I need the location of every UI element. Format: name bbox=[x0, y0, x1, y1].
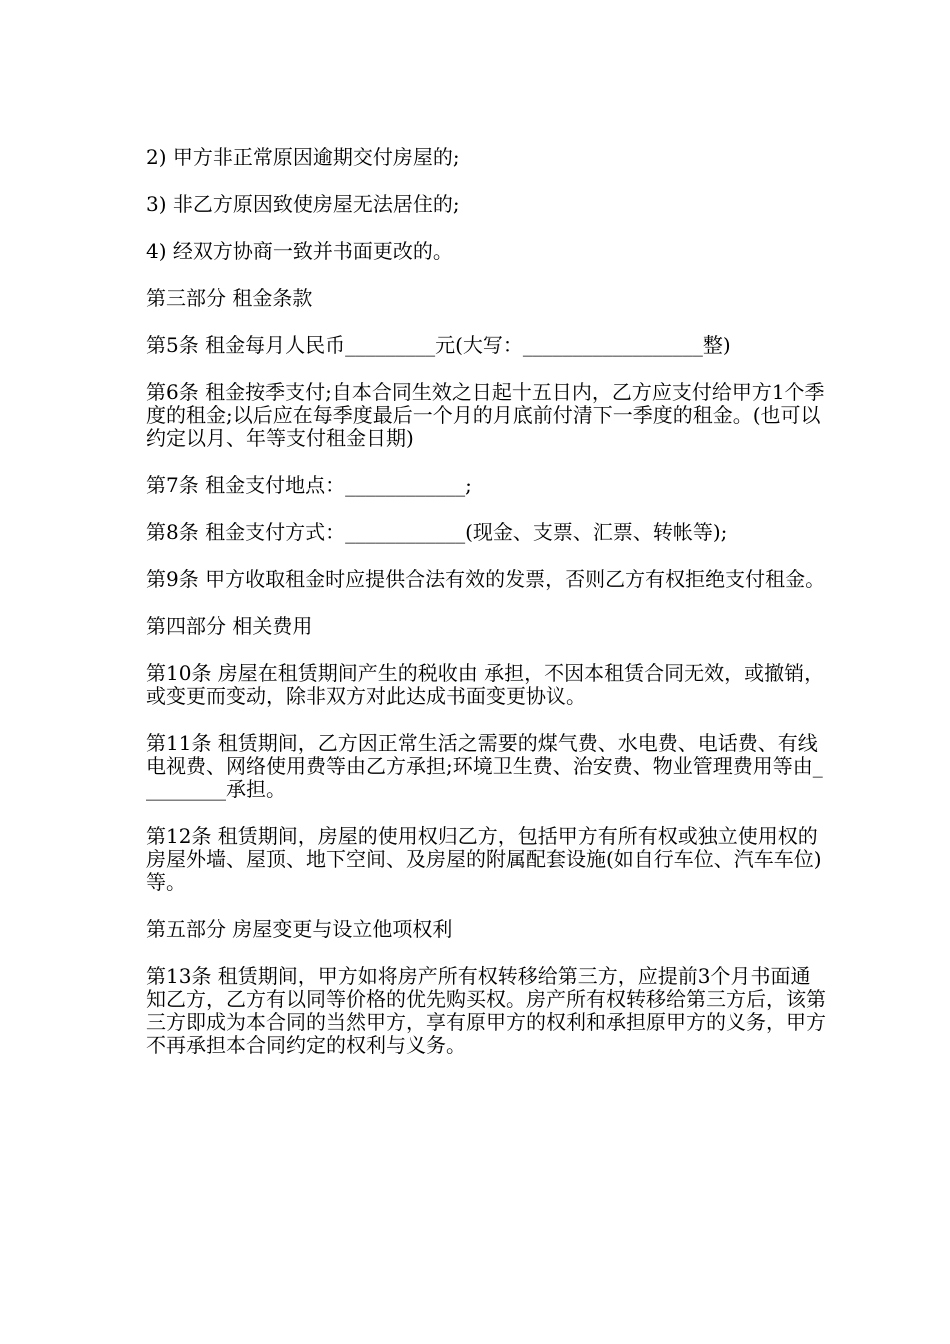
list-item-3: 3) 非乙方原因致使房屋无法居住的; bbox=[146, 192, 460, 216]
section-heading-part4: 第四部分 相关费用 bbox=[146, 614, 313, 638]
article-13: 第13条 租赁期间，甲方如将房产所有权转移给第三方，应提前3个月书面通知乙方，乙方有以同等价格的优先购买权。房产所有权转移给第三方后，该第三方即成为本合同的当然甲方，享有原甲方的权利和承担原甲方的义务，甲方不再承担本合同约定的权利与义务。 bbox=[146, 964, 826, 1057]
list-item-2: 2) 甲方非正常原因逾期交付房屋的; bbox=[146, 145, 460, 169]
section-heading-part5: 第五部分 房屋变更与设立他项权利 bbox=[146, 917, 453, 941]
article-12: 第12条 租赁期间，房屋的使用权归乙方，包括甲方有所有权或独立使用权的房屋外墙、屋顶、地下空间、及房屋的附属配套设施(如自行车位、汽车车位)等。 bbox=[146, 824, 822, 894]
article-6: 第6条 租金按季支付;自本合同生效之日起十五日内，乙方应支付给甲方1个季度的租金;以后应在每季度最后一个月的月底前付清下一季度的租金。(也可以约定以月、年等支付租金日期) bbox=[146, 380, 825, 450]
section-heading-part3: 第三部分 租金条款 bbox=[146, 286, 313, 310]
article-8: 第8条 租金支付方式：____________(现金、支票、汇票、转帐等); bbox=[146, 520, 728, 544]
article-9: 第9条 甲方收取租金时应提供合法有效的发票，否则乙方有权拒绝支付租金。 bbox=[146, 567, 826, 591]
article-7: 第7条 租金支付地点：____________; bbox=[146, 473, 472, 497]
article-11: 第11条 租赁期间，乙方因正常生活之需要的煤气费、水电费、电话费、有线电视费、网络使用费等由乙方承担;环境卫生费、治安费、物业管理费用等由_________承担。 bbox=[146, 731, 823, 801]
list-item-4: 4) 经双方协商一致并书面更改的。 bbox=[146, 239, 453, 263]
document-body bbox=[146, 146, 826, 1081]
article-10: 第10条 房屋在租赁期间产生的税收由 承担，不因本租赁合同无效，或撤销，或变更而变动，除非双方对此达成书面变更协议。 bbox=[146, 661, 825, 708]
article-5: 第5条 租金每月人民币_________元(大写：__________________整) bbox=[146, 333, 731, 357]
